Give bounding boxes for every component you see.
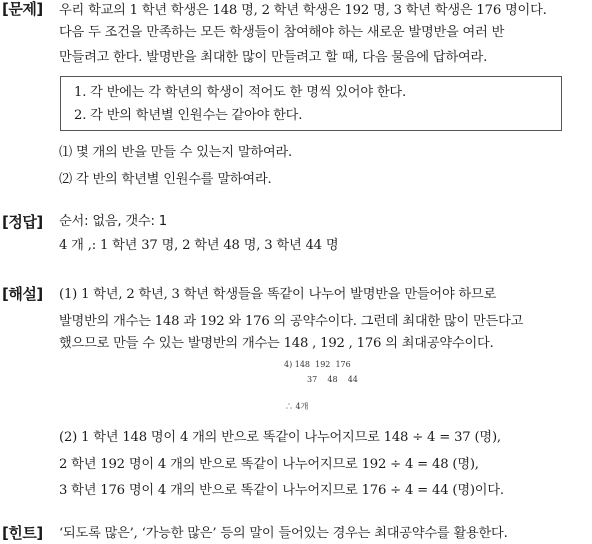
problem-line-3: 만들려고 한다. 발명반을 최대한 많이 만들려고 할 때, 다음 물음에 답하여라. [59,50,488,65]
question-1: ⑴ 몇 개의 반을 만들 수 있는지 말하여라. [59,145,293,160]
conditions-box [60,76,562,131]
explanation-line-4: (2) 1 학년 148 명이 4 개의 반으로 똑같이 나누어지므로 148 ÷ 4 = 37 (명), [59,430,501,445]
explanation-section [0,285,592,505]
explanation-line-2: 발명반의 개수는 148 과 192 와 176 의 공약수이다. 그런데 최대한 많이 만든다고 [59,314,524,329]
problem-line-2: 다음 두 조건을 만족하는 모든 학생들이 참여해야 하는 새로운 발명반을 여러 반 [59,25,505,40]
answer-line-2: 4 개 ,: 1 학년 37 명, 2 학년 48 명, 3 학년 44 명 [59,238,339,253]
problem-line-1: 우리 학교의 1 학년 학생은 148 명, 2 학년 학생은 192 명, 3 학년 학생은 176 명이다. [59,3,547,18]
explanation-line-6: 3 학년 176 명이 4 개의 반으로 똑같이 나누어지므로 176 ÷ 4 = 44 (명)이다. [59,483,504,498]
answer-tag: [정답] [2,213,43,231]
division-result: ∴ 4개 [285,402,309,411]
condition-1: 1. 각 반에는 각 학년의 학생이 적어도 한 명씩 있어야 한다. [74,85,406,100]
condition-2: 2. 각 반의 학년별 인원수는 같아야 한다. [74,108,303,123]
explanation-line-3: 했으므로 만들 수 있는 발명반의 개수는 148 , 192 , 176 의 최대공약수이다. [59,336,494,351]
division-row-1: 4) 148 192 176 [284,360,351,369]
hint-section [0,524,592,544]
explanation-line-1: (1) 1 학년, 2 학년, 3 학년 학생들을 똑같이 나누어 발명반을 만들어야 하므로 [59,287,497,302]
answer-section [0,210,592,260]
question-2: ⑵ 각 반의 학년별 인원수를 말하여라. [59,172,272,187]
hint-line: ‘되도록 많은’, ‘가능한 많은’ 등의 말이 들어있는 경우는 최대공약수를 활용한다. [59,526,508,541]
explanation-line-5: 2 학년 192 명이 4 개의 반으로 똑같이 나누어지므로 192 ÷ 4 = 48 (명), [59,457,479,472]
explanation-tag: [해설] [2,285,43,303]
problem-section [0,0,592,200]
hint-tag: [힌트] [2,524,43,542]
problem-tag: [문제] [2,0,43,18]
division-row-2: 37 48 44 [307,375,358,384]
answer-line-1: 순서: 없음, 갯수: 1 [59,214,167,229]
